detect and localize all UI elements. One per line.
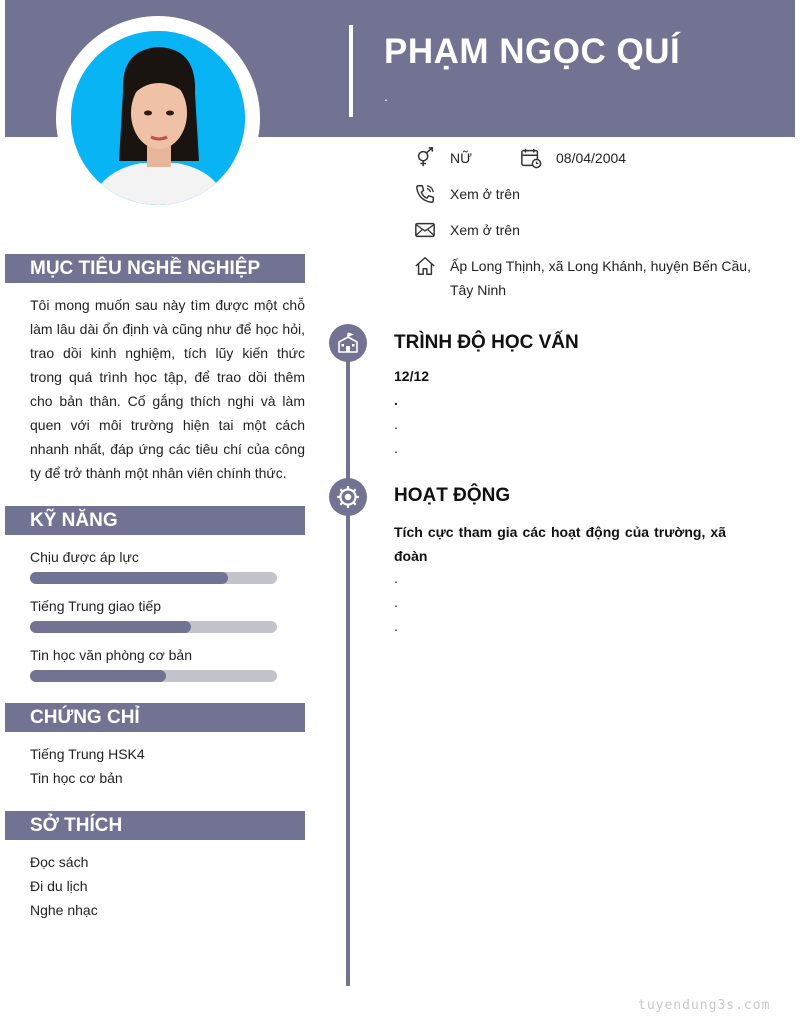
avatar bbox=[71, 31, 245, 205]
education-line: . bbox=[394, 440, 398, 456]
hobby-item: Đọc sách bbox=[30, 854, 89, 870]
activities-marker bbox=[329, 478, 367, 516]
skill-bar-track bbox=[30, 621, 277, 633]
certificates-heading: CHỨNG CHỈ bbox=[5, 703, 305, 732]
name-divider bbox=[349, 25, 353, 117]
job-position: . bbox=[384, 88, 388, 104]
email-row bbox=[414, 219, 520, 242]
email-icon bbox=[414, 219, 436, 241]
skill-bar-fill bbox=[30, 572, 228, 584]
home-icon bbox=[414, 255, 436, 277]
certificate-item: Tin học cơ bản bbox=[30, 770, 123, 786]
activity-line: . bbox=[394, 570, 398, 586]
objective-heading: MỤC TIÊU NGHỀ NGHIỆP bbox=[5, 254, 305, 283]
birthday-value: 08/04/2004 bbox=[556, 150, 627, 166]
skill-label: Chịu được áp lực bbox=[30, 549, 139, 565]
address-row bbox=[414, 255, 774, 302]
hobbies-heading: SỞ THÍCH bbox=[5, 811, 305, 840]
skill-bar-fill bbox=[30, 670, 166, 682]
gender-row bbox=[414, 147, 472, 170]
skills-heading: KỸ NĂNG bbox=[5, 506, 305, 535]
activities-heading: HOẠT ĐỘNG bbox=[394, 485, 511, 506]
certificate-item: Tiếng Trung HSK4 bbox=[30, 746, 145, 762]
gender-value: NỮ bbox=[450, 150, 473, 166]
calendar-icon bbox=[520, 147, 542, 169]
education-heading: TRÌNH ĐỘ HỌC VẤN bbox=[394, 332, 579, 353]
activity-text: Tích cực tham gia các hoạt động của trường, xã đoàn bbox=[394, 524, 726, 564]
gender-icon bbox=[414, 147, 436, 169]
address-value: Ấp Long Thịnh, xã Long Khánh, huyện Bến Cầu, Tây Ninh bbox=[450, 258, 751, 298]
skill-bar-track bbox=[30, 670, 277, 682]
skill-label: Tin học văn phòng cơ bản bbox=[30, 647, 192, 663]
hobby-item: Đi du lịch bbox=[30, 878, 88, 894]
email-value: Xem ở trên bbox=[450, 222, 520, 238]
phone-row bbox=[414, 183, 520, 206]
phone-value: Xem ở trên bbox=[450, 186, 520, 202]
phone-icon bbox=[414, 183, 436, 205]
objective-text: Tôi mong muốn sau này tìm được một chỗ làm lâu dài ổn định và cũng như để học hỏi, trao dồi kinh nghiệm, tích lũy kiến thức trong quá trình học tập, để trao dồi thêm cho bản thân. Cố gắng thích nghi và làm quen với môi trường hiện tai một cách nhanh nhất, đáp ứng các tiêu chí của công ty để trở thành một nhân viên chính thức. bbox=[30, 297, 305, 481]
activity-line: . bbox=[394, 618, 398, 634]
education-line: . bbox=[394, 392, 398, 408]
activity-gear-icon bbox=[335, 484, 361, 510]
school-icon bbox=[336, 331, 360, 355]
education-line: . bbox=[394, 416, 398, 432]
activity-line: . bbox=[394, 594, 398, 610]
watermark: tuyendung3s.com bbox=[638, 998, 771, 1013]
portrait-photo bbox=[71, 31, 245, 205]
skill-bar-track bbox=[30, 572, 277, 584]
skill-label: Tiếng Trung giao tiếp bbox=[30, 598, 162, 614]
timeline-line bbox=[346, 340, 350, 986]
education-marker bbox=[329, 324, 367, 362]
education-grade: 12/12 bbox=[394, 368, 430, 384]
hobby-item: Nghe nhạc bbox=[30, 902, 98, 918]
birthday-row bbox=[520, 147, 626, 170]
full-name: PHẠM NGỌC QUÍ bbox=[384, 32, 681, 71]
skill-bar-fill bbox=[30, 621, 191, 633]
